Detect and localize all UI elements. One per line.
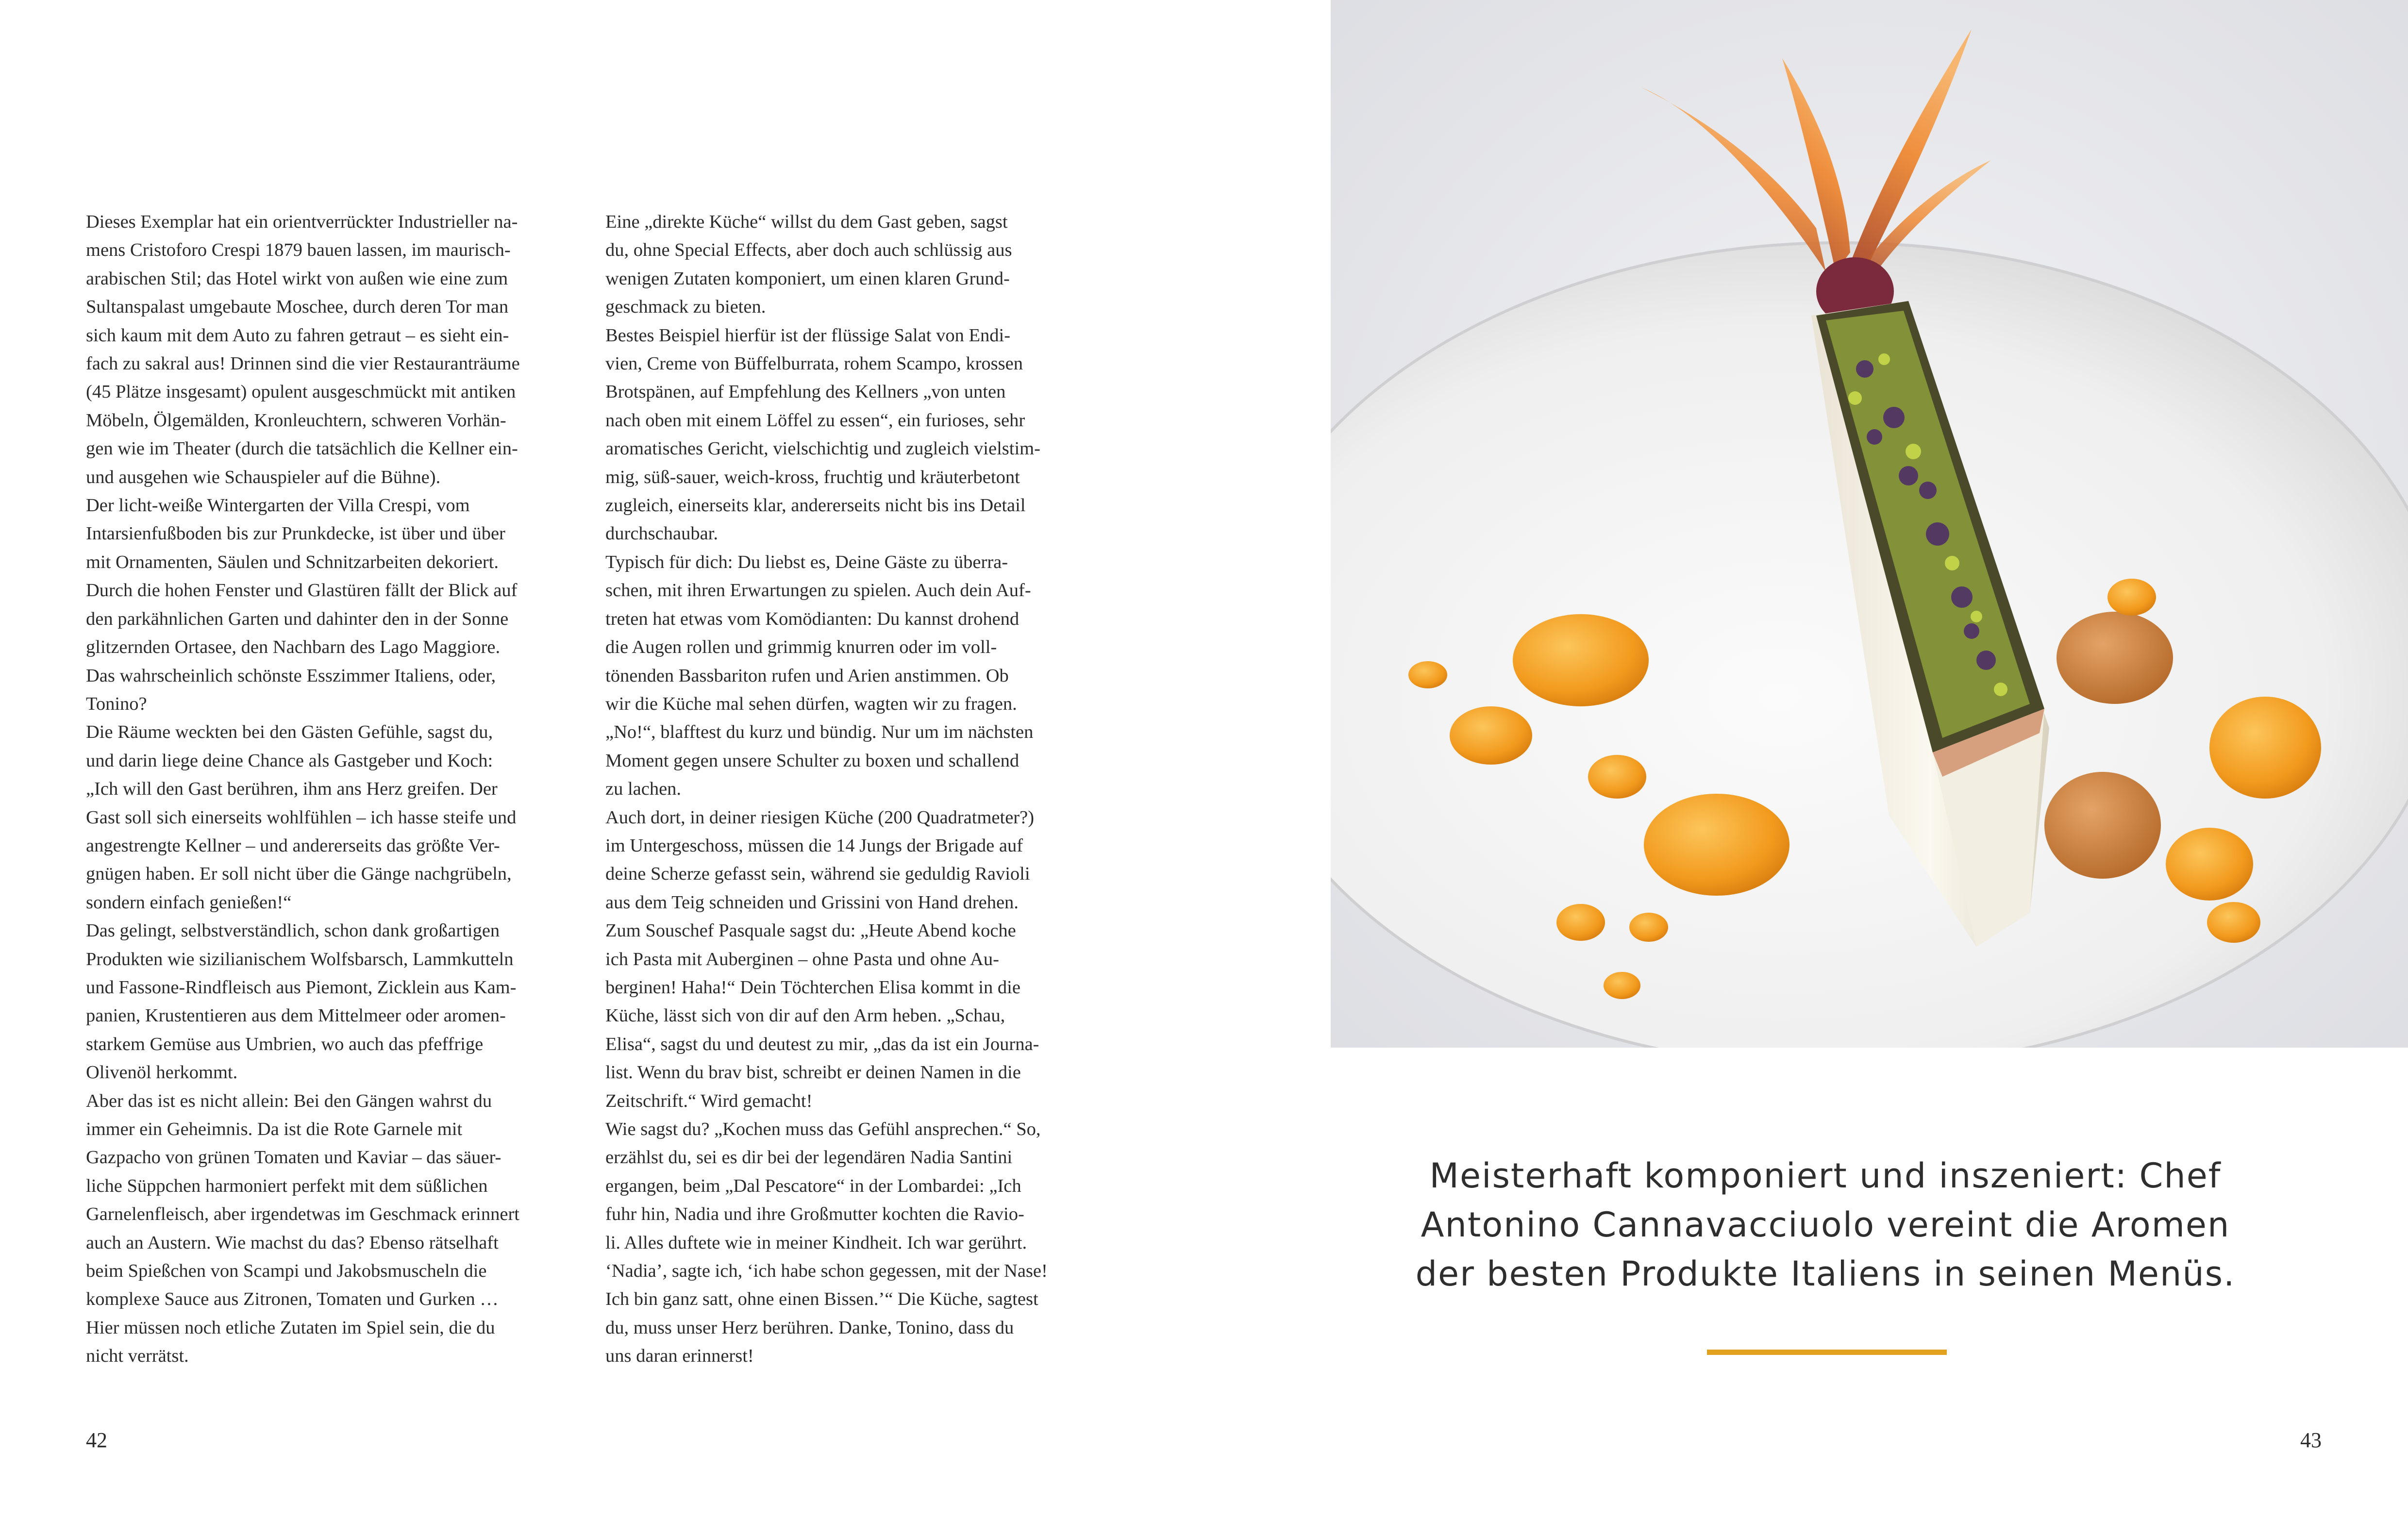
text-line: gnügen haben. Er soll nicht über die Gänge nachgrübeln, <box>86 864 512 885</box>
text-line: aus dem Teig schneiden und Grissini von Hand drehen. <box>605 892 1019 913</box>
text-line: Der licht-weiße Wintergarten der Villa Crespi, vom <box>86 495 470 516</box>
text-line: Die Räume weckten bei den Gästen Gefühle, sagst du, <box>86 722 493 743</box>
text-line: und Fassone-Rindfleisch aus Piemont, Zicklein aus Kam- <box>86 977 517 998</box>
text-line: starkem Gemüse aus Umbrien, wo auch das pfeffrige <box>86 1034 484 1054</box>
text-line: schen, mit ihren Erwartungen zu spielen. Auch dein Auf- <box>605 580 1031 601</box>
text-line: angestrengte Kellner – und andererseits das größte Ver- <box>86 835 500 856</box>
text-line: Eine „direkte Küche“ willst du dem Gast geben, sagst <box>605 212 1008 232</box>
text-line: Intarsienfußboden bis zur Prunkdecke, ist über und über <box>86 523 505 544</box>
text-line: Moment gegen unsere Schulter zu boxen und schallend <box>605 750 1020 771</box>
caption-line-3: der besten Produkte Italiens in seinen Menüs. <box>1415 1254 2236 1294</box>
text-line: zu lachen. <box>605 779 682 800</box>
page-number-right: 43 <box>2300 1428 2322 1452</box>
text-line: gen wie im Theater (durch die tatsächlich die Kellner ein- <box>86 438 518 459</box>
text-line: wir die Küche mal sehen dürfen, wagten wir zu fragen. <box>605 693 1017 714</box>
text-line: Typisch für dich: Du liebst es, Deine Gäste zu überra- <box>605 551 1008 572</box>
text-line: berginen! Haha!“ Dein Töchterchen Elisa kommt in die <box>605 977 1020 998</box>
text-line: Dieses Exemplar hat ein orientverrückter Industrieller na- <box>86 212 518 232</box>
text-line: Tonino? <box>86 693 147 714</box>
text-line: list. Wenn du brav bist, schreibt er deinen Namen in die <box>605 1062 1021 1083</box>
text-line: li. Alles duftete wie in meiner Kindheit. Ich war gerührt. <box>605 1232 1027 1253</box>
text-line: Auch dort, in deiner riesigen Küche (200 Quadratmeter?) <box>605 807 1035 828</box>
text-line: ergangen, beim „Dal Pescatore“ in der Lombardei: „Ich <box>605 1175 1021 1196</box>
caption-line-2: Antonino Cannavacciuolo vereint die Aromen <box>1421 1205 2230 1245</box>
text-line: und darin liege deine Chance als Gastgeber und Koch: <box>86 750 493 771</box>
text-line: Zum Souschef Pasquale sagst du: „Heute Abend koche <box>605 920 1016 941</box>
left-text-column <box>86 208 576 1370</box>
text-line: nach oben mit einem Löffel zu essen“, ein furioses, sehr <box>605 410 1025 431</box>
text-line: Wie sagst du? „Kochen muss das Gefühl ansprechen.“ So, <box>605 1119 1041 1139</box>
text-line: Olivenöl herkommt. <box>86 1062 238 1083</box>
text-line: sich kaum mit dem Auto zu fahren getraut – es sieht ein- <box>86 325 509 346</box>
dish-photo <box>1331 0 2408 1048</box>
text-line: mens Cristoforo Crespi 1879 bauen lassen, im maurisch- <box>86 240 511 261</box>
text-line: wenigen Zutaten komponiert, um einen klaren Grund- <box>605 268 1010 289</box>
text-line: Zeitschrift.“ Wird gemacht! <box>605 1090 813 1111</box>
text-line: Sultanspalast umgebaute Moschee, durch deren Tor man <box>86 297 509 317</box>
text-line: Hier müssen noch etliche Zutaten im Spiel sein, die du <box>86 1317 495 1338</box>
text-line: (45 Plätze insgesamt) opulent ausgeschmückt mit antiken <box>86 382 516 402</box>
text-line: vien, Creme von Büffelburrata, rohem Scampo, krossen <box>605 353 1023 374</box>
text-line: beim Spießchen von Scampi und Jakobsmuscheln die <box>86 1261 487 1282</box>
text-line: liche Süppchen harmoniert perfekt mit dem süßlichen <box>86 1175 488 1196</box>
page-number-left: 42 <box>86 1428 107 1452</box>
text-line: im Untergeschoss, müssen die 14 Jungs der Brigade auf <box>605 835 1023 856</box>
middle-text-column <box>605 208 1096 1370</box>
text-line: Garnelenfleisch, aber irgendetwas im Geschmack erinnert <box>86 1204 519 1225</box>
text-line: geschmack zu bieten. <box>605 297 766 317</box>
text-line: komplexe Sauce aus Zitronen, Tomaten und Gurken … <box>86 1289 499 1310</box>
text-line: sondern einfach genießen!“ <box>86 892 292 913</box>
text-line: glitzernden Ortasee, den Nachbarn des Lago Maggiore. <box>86 637 501 658</box>
caption-line-1: Meisterhaft komponiert und inszeniert: Chef <box>1429 1156 2222 1196</box>
text-line: Gast soll sich einerseits wohlfühlen – ich hasse steife und <box>86 807 517 828</box>
text-line: Aber das ist es nicht allein: Bei den Gängen wahrst du <box>86 1090 492 1111</box>
text-line: fuhr hin, Nadia und ihre Großmutter kochten die Ravio- <box>605 1204 1024 1225</box>
text-line: aromatisches Gericht, vielschichtig und zugleich vielstim- <box>605 438 1040 459</box>
text-line: Küche, lässt sich von dir auf den Arm heben. „Schau, <box>605 1005 1005 1026</box>
text-line: erzählst du, sei es dir bei der legendären Nadia Santini <box>605 1147 1013 1168</box>
text-line: Ich bin ganz satt, ohne einen Bissen.’“ Die Küche, sagtest <box>605 1289 1038 1310</box>
text-line: auch an Austern. Wie machst du das? Ebenso rätselhaft <box>86 1232 499 1253</box>
text-line: mig, süß-sauer, weich-kross, fruchtig und kräuterbetont <box>605 467 1020 487</box>
photo-caption <box>1359 1152 2291 1299</box>
text-line: Möbeln, Ölgemälden, Kronleuchtern, schweren Vorhän- <box>86 410 506 431</box>
text-line: Das wahrscheinlich schönste Esszimmer Italiens, oder, <box>86 665 496 686</box>
text-line: den parkähnlichen Garten und dahinter den in der Sonne <box>86 608 509 629</box>
text-line: Bestes Beispiel hierfür ist der flüssige Salat von Endi- <box>605 325 1011 346</box>
text-line: und ausgehen wie Schauspieler auf die Bühne). <box>86 467 441 487</box>
text-line: tönenden Bassbariton rufen und Arien anstimmen. Ob <box>605 665 1009 686</box>
text-line: Brotspänen, auf Empfehlung des Kellners „von unten <box>605 382 1006 402</box>
text-line: deine Scherze gefasst sein, während sie geduldig Ravioli <box>605 864 1030 885</box>
text-line: fach zu sakral aus! Drinnen sind die vier Restauranträume <box>86 353 520 374</box>
text-line: ‘Nadia’, sagte ich, ‘ich habe schon gegessen, mit der Nase! <box>605 1261 1048 1282</box>
text-line: Gazpacho von grünen Tomaten und Kaviar – das säuer- <box>86 1147 502 1168</box>
text-line: nicht verrätst. <box>86 1346 189 1367</box>
text-line: Produkten wie sizilianischem Wolfsbarsch, Lammkutteln <box>86 949 514 969</box>
text-line: durchschaubar. <box>605 523 718 544</box>
text-line: ich Pasta mit Auberginen – ohne Pasta und ohne Au- <box>605 949 999 969</box>
text-line: die Augen rollen und grimmig knurren oder im voll- <box>605 637 997 658</box>
text-line: treten hat etwas vom Komödianten: Du kannst drohend <box>605 608 1020 629</box>
text-line: du, ohne Special Effects, aber doch auch schlüssig aus <box>605 240 1012 261</box>
text-line: panien, Krustentieren aus dem Mittelmeer oder aromen- <box>86 1005 506 1026</box>
text-line: Das gelingt, selbstverständlich, schon dank großartigen <box>86 920 500 941</box>
text-line: immer ein Geheimnis. Da ist die Rote Garnele mit <box>86 1119 463 1139</box>
text-line: „No!“, blafftest du kurz und bündig. Nur um im nächsten <box>605 722 1034 743</box>
text-line: arabischen Stil; das Hotel wirkt von außen wie eine zum <box>86 268 508 289</box>
text-line: Durch die hohen Fenster und Glastüren fällt der Blick auf <box>86 580 518 601</box>
text-line: uns daran erinnerst! <box>605 1346 754 1367</box>
text-line: zugleich, einerseits klar, andererseits nicht bis ins Detail <box>605 495 1026 516</box>
text-line: Elisa“, sagst du und deutest zu mir, „das da ist ein Journa- <box>605 1034 1039 1054</box>
text-line: mit Ornamenten, Säulen und Schnitzarbeiten dekoriert. <box>86 551 499 572</box>
text-line: du, muss unser Herz berühren. Danke, Tonino, dass du <box>605 1317 1014 1338</box>
accent-divider <box>1707 1350 1947 1355</box>
text-line: „Ich will den Gast berühren, ihm ans Herz greifen. Der <box>86 779 498 800</box>
